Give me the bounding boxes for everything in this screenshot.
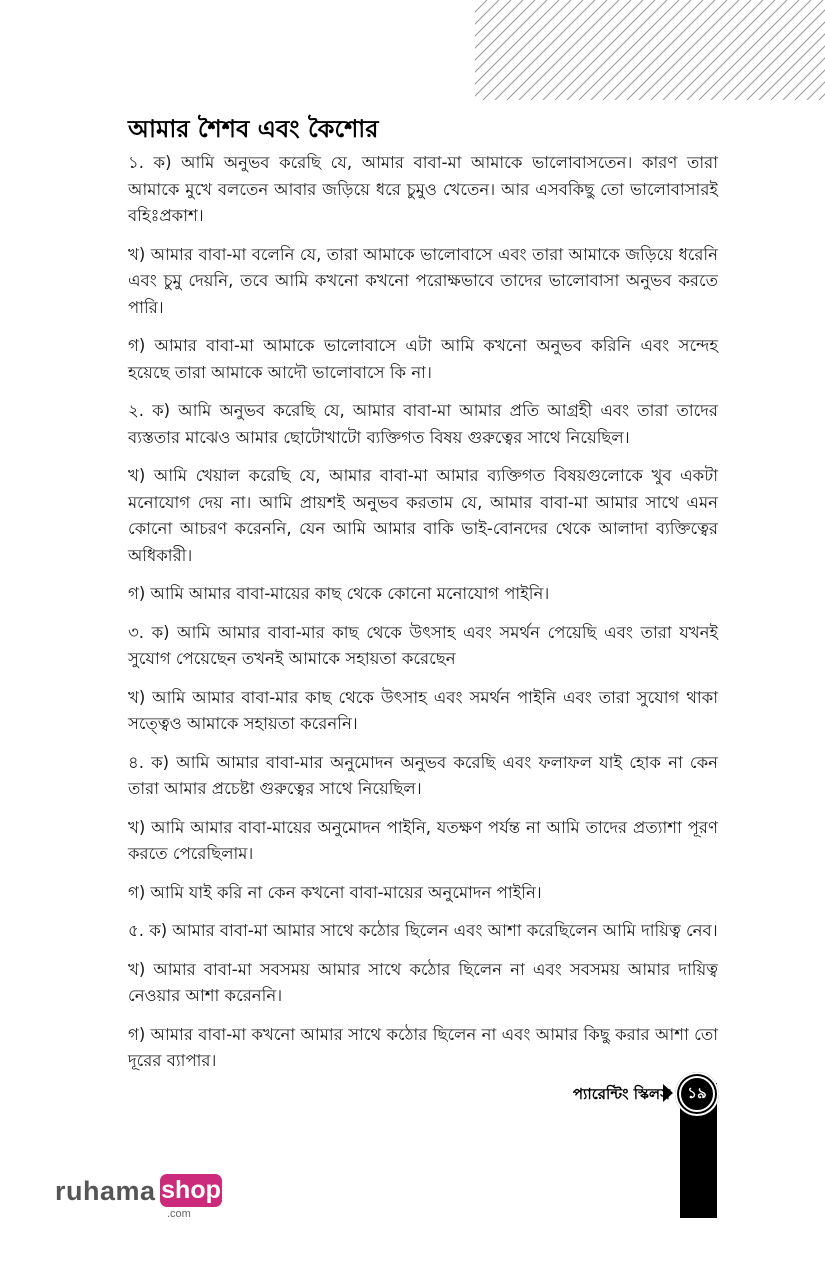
hatch-line — [627, 0, 727, 100]
paragraph: ৪. ক) আমি আমার বাবা-মার অনুমোদন অনুভব করেছি এবং ফলাফল যাই হোক না কেন তারা আমার প্রচেষ্টা গুরুত্বের সাথে নিয়েছিল। — [128, 752, 718, 798]
hatch-line — [699, 0, 799, 100]
hatch-line — [591, 0, 691, 100]
paragraph: গ) আমার বাবা-মা কখনো আমার সাথে কঠোর ছিলেন না এবং আমার কিছু করার আশা তো দূরের ব্যাপার। — [128, 1024, 718, 1070]
hatch-line — [783, 0, 825, 100]
hatch-line — [567, 0, 667, 100]
page-number-badge — [675, 1072, 719, 1116]
hatch-line — [651, 0, 751, 100]
hatch-line — [531, 0, 631, 100]
hatch-line — [663, 0, 763, 100]
diagonal-hatch-decoration — [475, 0, 825, 100]
hatch-line — [711, 0, 811, 100]
hatch-line — [687, 0, 787, 100]
paragraph: খ) আমি খেয়াল করেছি যে, আমার বাবা-মা আমার ব্যক্তিগত বিষয়গুলোকে খুব একটা মনোযোগ দেয় না। আমি প্রায়শই অনুভব করতাম যে, আমার বাবা-মা আমার সাথে এমন কোনো আচরণ করেননি, যেন আমি আমার বাকি ভাই-বোনদের থেকে আলাদা ব্যক্তিত্বের অধিকারী। — [128, 466, 718, 565]
hatch-line — [759, 0, 825, 100]
hatch-line — [543, 0, 643, 100]
watermark-domain: .com — [167, 1208, 191, 1220]
watermark-brand-left: ruhama — [55, 1176, 156, 1206]
hatch-line — [475, 0, 511, 100]
hatch-line — [555, 0, 655, 100]
paragraph: গ) আমার বাবা-মা আমাকে ভালোবাসে এটা আমি কখনো অনুভব করিনি এবং সন্দেহ হয়েছে তারা আমাকে আদৌ ভালোবাসে কি না। — [128, 336, 718, 382]
hatch-line — [519, 0, 619, 100]
hatch-line — [579, 0, 679, 100]
hatch-line — [723, 0, 823, 100]
paragraph: ৩. ক) আমি আমার বাবা-মার কাছ থেকে উৎসাহ এবং সমর্থন পেয়েছি এবং তারা যখনই সুযোগ পেয়েছেন তখনই আমাকে সহায়তা করেছেন — [128, 622, 718, 668]
paragraph: ৫. ক) আমার বাবা-মা আমার সাথে কঠোর ছিলেন এবং আশা করেছিলেন আমি দায়িত্ব নেব। — [128, 921, 718, 940]
body-text — [128, 150, 718, 1087]
watermark-logo — [55, 1172, 275, 1222]
paragraph: খ) আমার বাবা-মা বলেনি যে, তারা আমাকে ভালোবাসে এবং তারা আমাকে জড়িয়ে ধরেনি এবং চুমু দেয়নি, তবে আমি কখনো কখনো পরোক্ষভাবে তাদের ভালোবাসা অনুভব করতে পারি। — [128, 244, 718, 317]
paragraph: ২. ক) আমি অনুভব করেছি যে, আমার বাবা-মা আমার প্রতি আগ্রহী এবং তারা তাদের ব্যস্ততার মাঝেও আমার ছোটোখাটো ব্যক্তিগত বিষয় গুরুত্বের সাথে নিয়েছিল। — [128, 401, 718, 447]
paragraph: খ) আমার বাবা-মা সবসময় আমার সাথে কঠোর ছিলেন না এবং সবসময় আমার দায়িত্ব নেওয়ার আশা করেননি। — [128, 959, 718, 1005]
hatch-line — [615, 0, 715, 100]
triangle-arrow-icon — [663, 1084, 673, 1102]
paragraph: গ) আমি যাই করি না কেন কখনো বাবা-মায়ের অনুমোদন পাইনি। — [128, 882, 542, 902]
paragraph: খ) আমি আমার বাবা-মায়ের অনুমোদন পাইনি, যতক্ষণ পর্যন্ত না আমি তাদের প্রত্যাশা পূরণ করতে পেরেছিলাম। — [128, 817, 718, 863]
hatch-line — [507, 0, 607, 100]
running-footer-title: প্যারেন্টিং স্কিলস — [572, 1085, 670, 1103]
page-number: ১৯ — [679, 1076, 715, 1112]
hatch-line — [475, 0, 523, 100]
paragraph: ১. ক) আমি অনুভব করেছি যে, আমার বাবা-মা আমাকে ভালোবাসতেন। কারণ তারা আমাকে মুখে বলতেন আবার জড়িয়ে ধরে চুমুও খেতেন। আর এসবকিছু তো ভালোবাসারই বহিঃপ্রকাশ। — [128, 153, 718, 225]
paragraph: গ) আমি আমার বাবা-মায়ের কাছ থেকে কোনো মনোযোগ পাইনি। — [128, 584, 550, 603]
watermark-brand-right: shop — [160, 1174, 222, 1207]
hatch-line — [675, 0, 775, 100]
hatch-line — [639, 0, 739, 100]
hatch-line — [495, 0, 595, 100]
section-heading: আমার শৈশব এবং কৈশোর — [128, 115, 379, 143]
hatch-line — [603, 0, 703, 100]
paragraph: খ) আমি আমার বাবা-মার কাছ থেকে উৎসাহ এবং সমর্থন পাইনি এবং তারা সুযোগ থাকা সত্ত্বেও আমাকে সহায়তা করেননি। — [128, 687, 718, 733]
hatch-line — [483, 0, 583, 100]
